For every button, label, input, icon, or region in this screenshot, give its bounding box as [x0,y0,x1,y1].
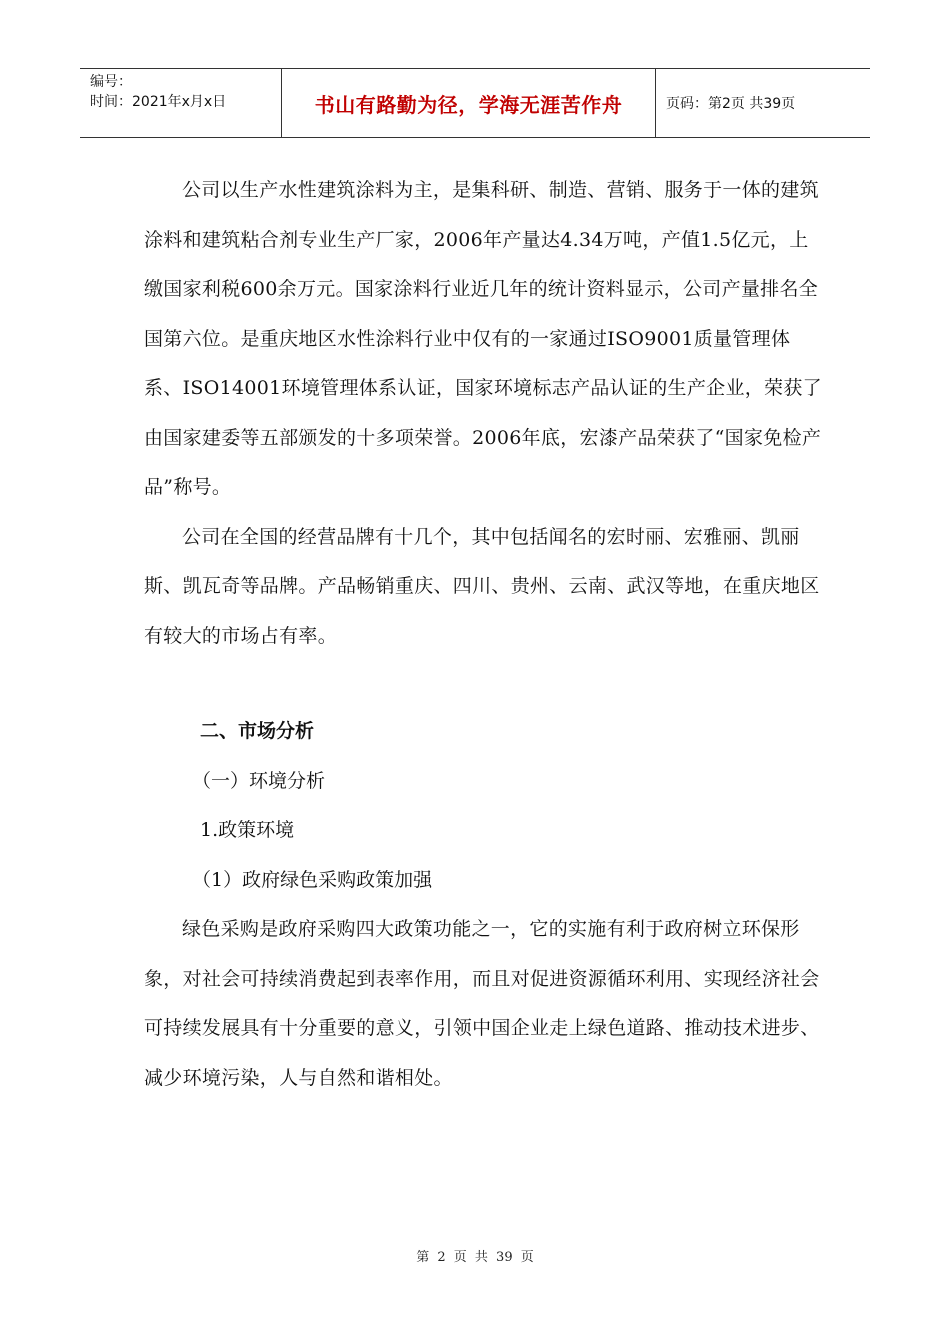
motto-text: 书山有路勤为径，学海无涯苦作舟 [314,92,623,117]
subheading-policy-environment: 1.政策环境 [200,819,295,841]
document-header [80,68,870,138]
document-body [144,166,824,1103]
subheading-environment-analysis: （一）环境分析 [192,769,326,792]
section-spacer [144,661,824,707]
page-info: 页码：第2页 共39页 [666,96,796,112]
subheading-green-procurement: （1）政府绿色采购政策加强 [192,868,433,891]
header-meta-cell [80,69,282,137]
header-page-cell [656,69,870,137]
brands-paragraph: 公司在全国的经营品牌有十几个，其中包括闻名的宏时丽、宏雅丽、凯丽斯、凯瓦奇等品牌。产品畅销重庆、四川、贵州、云南、武汉等地，在重庆地区有较大的市场占有率。 [144,525,820,647]
page-footer: 第 2 页 共 39 页 [416,1250,534,1265]
header-motto-cell [282,69,656,137]
green-procurement-paragraph: 绿色采购是政府采购四大政策功能之一，它的实施有利于政府树立环保形象，对社会可持续消费起到表率作用，而且对促进资源循环利用、实现经济社会可持续发展具有十分重要的意义，引领中国企业走上绿色道路、推动技术进步、减少环境污染，人与自然和谐相处。 [144,918,820,1089]
time-label: 时间：2021年x月x日 [90,94,227,110]
section-heading-market-analysis: 二、市场分析 [200,720,315,742]
company-intro-paragraph: 公司以生产水性建筑涂料为主，是集科研、制造、营销、服务于一体的建筑涂料和建筑粘合剂专业生产厂家，2006年产量达4.34万吨，产值1.5亿元，上缴国家利税600余万元。国家涂料行业近几年的统计资料显示，公司产量排名全国第六位。是重庆地区水性涂料行业中仅有的一家通过ISO9001质量管理体系、ISO14001环境管理体系认证，国家环境标志产品认证的生产企业，荣获了由国家建委等五部颁发的十多项荣誉。2006年底，宏漆产品荣获了“国家免检产品”称号。 [144,179,822,498]
serial-label: 编号： [90,74,132,90]
